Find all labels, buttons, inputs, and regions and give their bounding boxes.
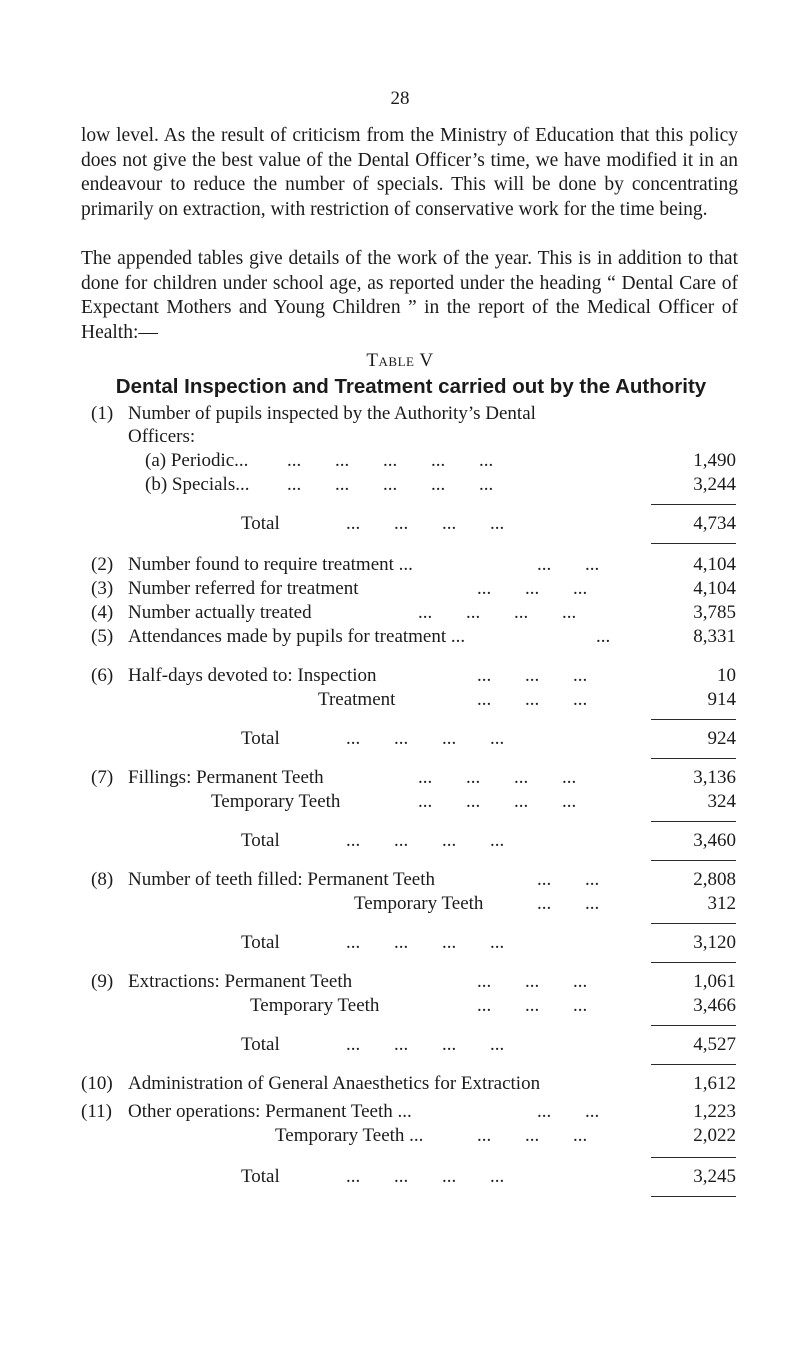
row-7-number: (7)	[91, 767, 114, 788]
row-10-number: (10)	[81, 1073, 113, 1094]
row-9-value: 1,061	[693, 971, 736, 992]
paragraph-1: low level. As the result of criticism from the Ministry of Education that this policy does not give the best value of the Dental Officer’s time, we have modified it in an endeavour to reduce the number of specials. This will be done by concentrating primarily on extraction, with restriction of conservative work for the time being.	[81, 125, 738, 220]
row-7b-value: 324	[707, 791, 736, 812]
leader-dots: ... ... ... ... ...	[287, 450, 494, 471]
total-rule	[651, 543, 736, 544]
row-7b-label: Temporary Teeth	[211, 791, 341, 812]
row-1-label: Number of pupils inspected by the Authority’s Dental	[128, 403, 536, 424]
total-rule	[651, 923, 736, 924]
row-1-total-value: 4,734	[693, 513, 736, 534]
row-2-number: (2)	[91, 554, 114, 575]
row-8b-label: Temporary Teeth	[354, 893, 484, 914]
leader-dots: ... ... ... ...	[346, 728, 505, 749]
row-8-total-value: 3,120	[693, 932, 736, 953]
leader-dots: ... ... ...	[477, 971, 588, 992]
row-6b-value: 914	[707, 689, 736, 710]
row-6b-label: Treatment	[318, 689, 396, 710]
total-rule	[651, 1025, 736, 1026]
total-rule	[651, 962, 736, 963]
total-rule	[651, 860, 736, 861]
paragraph-2: The appended tables give details of the work of the year. This is in addition to that done for children under school age, as reported under the heading “ Dental Care of Expectant Mothers and Young Children ” in the report of the Medical Officer of Health:—	[81, 248, 738, 343]
leader-dots: ... ... ... ...	[346, 1166, 505, 1187]
row-4-value: 3,785	[693, 602, 736, 623]
leader-dots: ... ... ...	[477, 578, 588, 599]
row-1-total-label: Total	[241, 513, 280, 534]
leader-dots: ... ... ...	[477, 995, 588, 1016]
total-rule	[651, 821, 736, 822]
row-5-label: Attendances made by pupils for treatment ...	[128, 626, 466, 647]
leader-dots: ...	[596, 626, 611, 647]
row-9-number: (9)	[91, 971, 114, 992]
row-11-total-label: Total	[241, 1166, 280, 1187]
total-rule	[651, 719, 736, 720]
leader-dots: ... ...	[537, 1101, 600, 1122]
row-6-total-label: Total	[241, 728, 280, 749]
row-11-label: Other operations: Permanent Teeth ...	[128, 1101, 412, 1122]
leader-dots: ... ... ... ...	[346, 932, 505, 953]
leader-dots: ... ... ... ...	[346, 1034, 505, 1055]
row-5-number: (5)	[91, 626, 114, 647]
row-7-total-value: 3,460	[693, 830, 736, 851]
leader-dots: ... ... ...	[477, 665, 588, 686]
row-6-number: (6)	[91, 665, 114, 686]
row-1a-label: (a) Periodic...	[145, 450, 249, 471]
total-rule	[651, 1196, 736, 1197]
row-10-value: 1,612	[693, 1073, 736, 1094]
leader-dots: ... ... ... ...	[346, 513, 505, 534]
row-9b-value: 3,466	[693, 995, 736, 1016]
leader-dots: ... ...	[537, 554, 600, 575]
row-1a-value: 1,490	[693, 450, 736, 471]
row-1-label-cont: Officers:	[128, 426, 196, 447]
leader-dots: ... ... ...	[477, 1125, 588, 1146]
row-9-label: Extractions: Permanent Teeth	[128, 971, 353, 992]
total-rule	[651, 504, 736, 505]
row-4-label: Number actually treated	[128, 602, 312, 623]
row-6-total-value: 924	[707, 728, 736, 749]
page-number: 28	[390, 88, 410, 109]
row-8b-value: 312	[707, 893, 736, 914]
leader-dots: ... ... ... ...	[418, 602, 577, 623]
row-8-value: 2,808	[693, 869, 736, 890]
row-8-label: Number of teeth filled: Permanent Teeth	[128, 869, 435, 890]
row-6-value: 10	[717, 665, 736, 686]
table-title: Dental Inspection and Treatment carried out by the Authority	[115, 375, 707, 398]
leader-dots: ... ... ...	[477, 689, 588, 710]
row-4-number: (4)	[91, 602, 114, 623]
row-6-label: Half-days devoted to: Inspection	[128, 665, 377, 686]
row-3-number: (3)	[91, 578, 114, 599]
total-rule	[651, 758, 736, 759]
leader-dots: ... ...	[537, 869, 600, 890]
row-2-value: 4,104	[693, 554, 736, 575]
row-7-label: Fillings: Permanent Teeth	[128, 767, 324, 788]
table-label: Table V	[366, 350, 434, 371]
row-1-number: (1)	[91, 403, 114, 424]
leader-dots: ... ... ... ... ...	[287, 474, 494, 495]
total-rule	[651, 1157, 736, 1158]
row-9-total-value: 4,527	[693, 1034, 736, 1055]
row-11b-value: 2,022	[693, 1125, 736, 1146]
row-2-label: Number found to require treatment ...	[128, 554, 413, 575]
row-8-total-label: Total	[241, 932, 280, 953]
leader-dots: ... ...	[537, 893, 600, 914]
row-10-label: Administration of General Anaesthetics for Extraction	[128, 1073, 541, 1094]
row-3-value: 4,104	[693, 578, 736, 599]
total-rule	[651, 1064, 736, 1065]
row-1b-label: (b) Specials...	[145, 474, 250, 495]
row-3-label: Number referred for treatment	[128, 578, 359, 599]
row-11b-label: Temporary Teeth ...	[275, 1125, 424, 1146]
row-8-number: (8)	[91, 869, 114, 890]
row-11-total-value: 3,245	[693, 1166, 736, 1187]
row-5-value: 8,331	[693, 626, 736, 647]
leader-dots: ... ... ... ...	[418, 791, 577, 812]
row-11-value: 1,223	[693, 1101, 736, 1122]
leader-dots: ... ... ... ...	[418, 767, 577, 788]
row-1b-value: 3,244	[693, 474, 736, 495]
row-9b-label: Temporary Teeth	[250, 995, 380, 1016]
row-9-total-label: Total	[241, 1034, 280, 1055]
row-7-value: 3,136	[693, 767, 736, 788]
leader-dots: ... ... ... ...	[346, 830, 505, 851]
row-11-number: (11)	[81, 1101, 112, 1122]
row-7-total-label: Total	[241, 830, 280, 851]
